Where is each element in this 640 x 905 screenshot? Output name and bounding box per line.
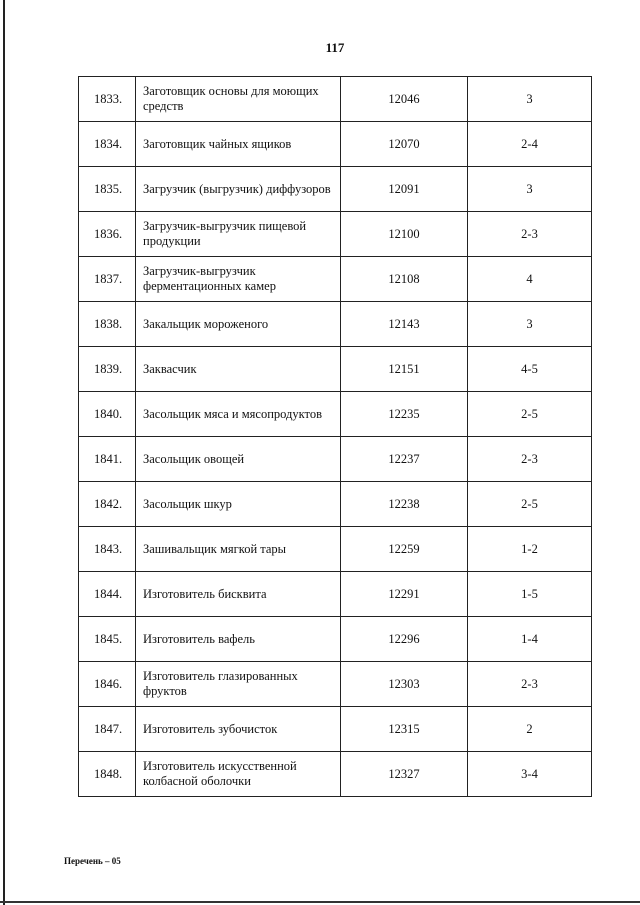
table-row xyxy=(79,527,592,572)
table-row xyxy=(79,437,592,482)
row-number: 1847. xyxy=(79,707,136,752)
profession-name: Изготовитель бисквита xyxy=(136,572,341,617)
profession-name: Засольщик мяса и мясопродуктов xyxy=(136,392,341,437)
grade-range: 1-4 xyxy=(468,617,592,662)
profession-name: Загрузчик (выгрузчик) диффузоров xyxy=(136,167,341,212)
grade-range: 2 xyxy=(468,707,592,752)
grade-range: 2-3 xyxy=(468,437,592,482)
grade-range: 3 xyxy=(468,167,592,212)
profession-code: 12259 xyxy=(341,527,468,572)
profession-code: 12303 xyxy=(341,662,468,707)
row-number: 1840. xyxy=(79,392,136,437)
row-number: 1842. xyxy=(79,482,136,527)
table-row xyxy=(79,482,592,527)
profession-code: 12143 xyxy=(341,302,468,347)
table-row xyxy=(79,707,592,752)
scan-bottom-edge xyxy=(0,901,640,903)
profession-table xyxy=(78,76,592,797)
grade-range: 2-5 xyxy=(468,482,592,527)
row-number: 1838. xyxy=(79,302,136,347)
profession-name: Заготовщик основы для моющих средств xyxy=(136,77,341,122)
profession-code: 12291 xyxy=(341,572,468,617)
table-row xyxy=(79,617,592,662)
scan-left-edge xyxy=(3,0,5,905)
grade-range: 4 xyxy=(468,257,592,302)
row-number: 1834. xyxy=(79,122,136,167)
profession-code: 12235 xyxy=(341,392,468,437)
table-row xyxy=(79,257,592,302)
profession-name: Засольщик овощей xyxy=(136,437,341,482)
profession-name: Изготовитель глазированных фруктов xyxy=(136,662,341,707)
row-number: 1835. xyxy=(79,167,136,212)
profession-code: 12070 xyxy=(341,122,468,167)
row-number: 1839. xyxy=(79,347,136,392)
profession-code: 12046 xyxy=(341,77,468,122)
table-row xyxy=(79,392,592,437)
profession-code: 12327 xyxy=(341,752,468,797)
grade-range: 2-4 xyxy=(468,122,592,167)
table-row xyxy=(79,167,592,212)
profession-name: Зашивальщик мягкой тары xyxy=(136,527,341,572)
row-number: 1848. xyxy=(79,752,136,797)
profession-table-body xyxy=(79,77,592,797)
profession-code: 12100 xyxy=(341,212,468,257)
table-row xyxy=(79,212,592,257)
table-row xyxy=(79,752,592,797)
table-row xyxy=(79,662,592,707)
profession-name: Заготовщик чайных ящиков xyxy=(136,122,341,167)
profession-name: Изготовитель искусственной колбасной оболочки xyxy=(136,752,341,797)
grade-range: 2-5 xyxy=(468,392,592,437)
profession-name: Изготовитель вафель xyxy=(136,617,341,662)
profession-name: Закальщик мороженого xyxy=(136,302,341,347)
row-number: 1843. xyxy=(79,527,136,572)
row-number: 1836. xyxy=(79,212,136,257)
profession-name: Загрузчик-выгрузчик пищевой продукции xyxy=(136,212,341,257)
grade-range: 1-2 xyxy=(468,527,592,572)
profession-name: Загрузчик-выгрузчик ферментационных камер xyxy=(136,257,341,302)
table-row xyxy=(79,302,592,347)
table-row xyxy=(79,572,592,617)
grade-range: 2-3 xyxy=(468,662,592,707)
page-number: 117 xyxy=(325,40,345,55)
profession-name: Изготовитель зубочисток xyxy=(136,707,341,752)
row-number: 1841. xyxy=(79,437,136,482)
profession-code: 12238 xyxy=(341,482,468,527)
table-row xyxy=(79,122,592,167)
profession-code: 12237 xyxy=(341,437,468,482)
grade-range: 3 xyxy=(468,77,592,122)
profession-name: Засольщик шкур xyxy=(136,482,341,527)
grade-range: 1-5 xyxy=(468,572,592,617)
profession-code: 12296 xyxy=(341,617,468,662)
row-number: 1844. xyxy=(79,572,136,617)
table-row xyxy=(79,77,592,122)
row-number: 1837. xyxy=(79,257,136,302)
row-number: 1833. xyxy=(79,77,136,122)
profession-code: 12108 xyxy=(341,257,468,302)
grade-range: 3 xyxy=(468,302,592,347)
document-footer: Перечень – 05 xyxy=(64,856,121,866)
profession-code: 12091 xyxy=(341,167,468,212)
grade-range: 3-4 xyxy=(468,752,592,797)
profession-name: Заквасчик xyxy=(136,347,341,392)
profession-code: 12151 xyxy=(341,347,468,392)
grade-range: 4-5 xyxy=(468,347,592,392)
grade-range: 2-3 xyxy=(468,212,592,257)
row-number: 1845. xyxy=(79,617,136,662)
profession-code: 12315 xyxy=(341,707,468,752)
table-row xyxy=(79,347,592,392)
row-number: 1846. xyxy=(79,662,136,707)
